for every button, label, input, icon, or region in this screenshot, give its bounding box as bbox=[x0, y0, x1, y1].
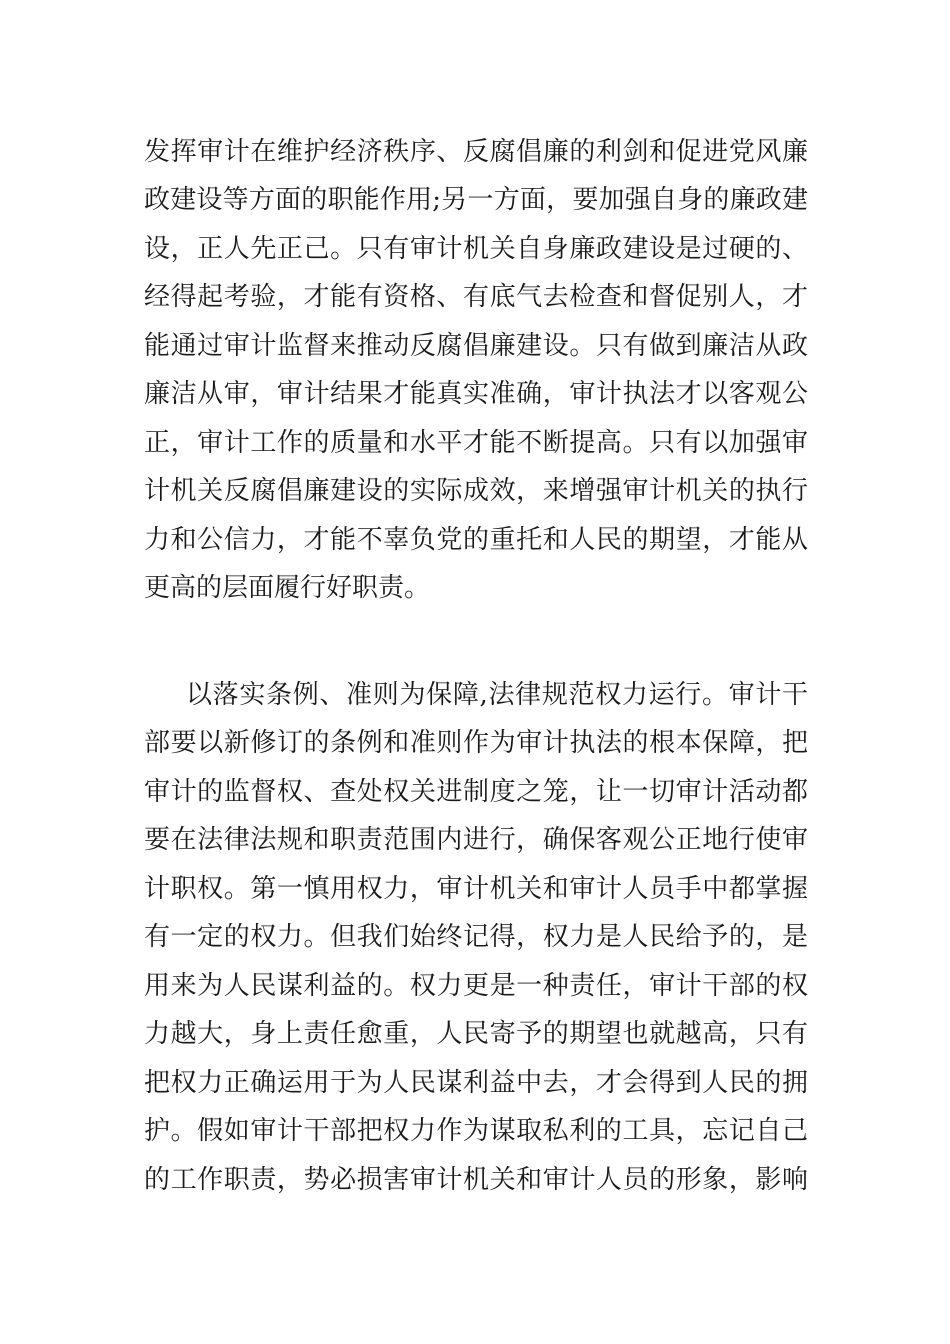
text-line: 计机关反腐倡廉建设的实际成效，来增强审计机关的执行 bbox=[144, 476, 808, 506]
text-line: 计职权。第一慎用权力，审计机关和审计人员手中都掌握 bbox=[144, 874, 808, 904]
text-line: 有一定的权力。但我们始终记得，权力是人民给予的，是 bbox=[144, 922, 808, 952]
text-line: 以落实条例、准则为保障,法律规范权力运行。审计干 bbox=[186, 680, 808, 710]
text-line: 经得起考验，才能有资格、有底气去检查和督促别人，才 bbox=[144, 282, 808, 312]
text-line: 用来为人民谋利益的。权力更是一种责任，审计干部的权 bbox=[144, 971, 808, 1001]
text-line: 把权力正确运用于为人民谋利益中去，才会得到人民的拥 bbox=[144, 1068, 808, 1098]
text-line: 力和公信力，才能不辜负党的重托和人民的期望，才能从 bbox=[144, 525, 808, 555]
text-line: 设，正人先正己。只有审计机关自身廉政建设是过硬的、 bbox=[144, 234, 808, 264]
text-line: 力越大，身上责任愈重，人民寄予的期望也就越高，只有 bbox=[144, 1019, 808, 1049]
text-line: 政建设等方面的职能作用;另一方面，要加强自身的廉政建 bbox=[144, 185, 808, 215]
text-line: 发挥审计在维护经济秩序、反腐倡廉的利剑和促进党风廉 bbox=[144, 137, 808, 167]
text-line: 廉洁从审，审计结果才能真实准确，审计执法才以客观公 bbox=[144, 379, 808, 409]
text-line: 的工作职责，势必损害审计机关和审计人员的形象，影响 bbox=[144, 1165, 808, 1195]
text-line: 要在法律法规和职责范围内进行，确保客观公正地行使审 bbox=[144, 825, 808, 855]
text-line: 更高的层面履行好职责。 bbox=[144, 573, 431, 603]
text-line: 能通过审计监督来推动反腐倡廉建设。只有做到廉洁从政 bbox=[144, 331, 808, 361]
text-line: 审计的监督权、查处权关进制度之笼，让一切审计活动都 bbox=[144, 777, 808, 807]
text-line: 部要以新修订的条例和准则作为审计执法的根本保障，把 bbox=[144, 728, 808, 758]
text-line: 正，审计工作的质量和水平才能不断提高。只有以加强审 bbox=[144, 428, 808, 458]
text-line: 护。假如审计干部把权力作为谋取私利的工具，忘记自己 bbox=[144, 1116, 808, 1146]
